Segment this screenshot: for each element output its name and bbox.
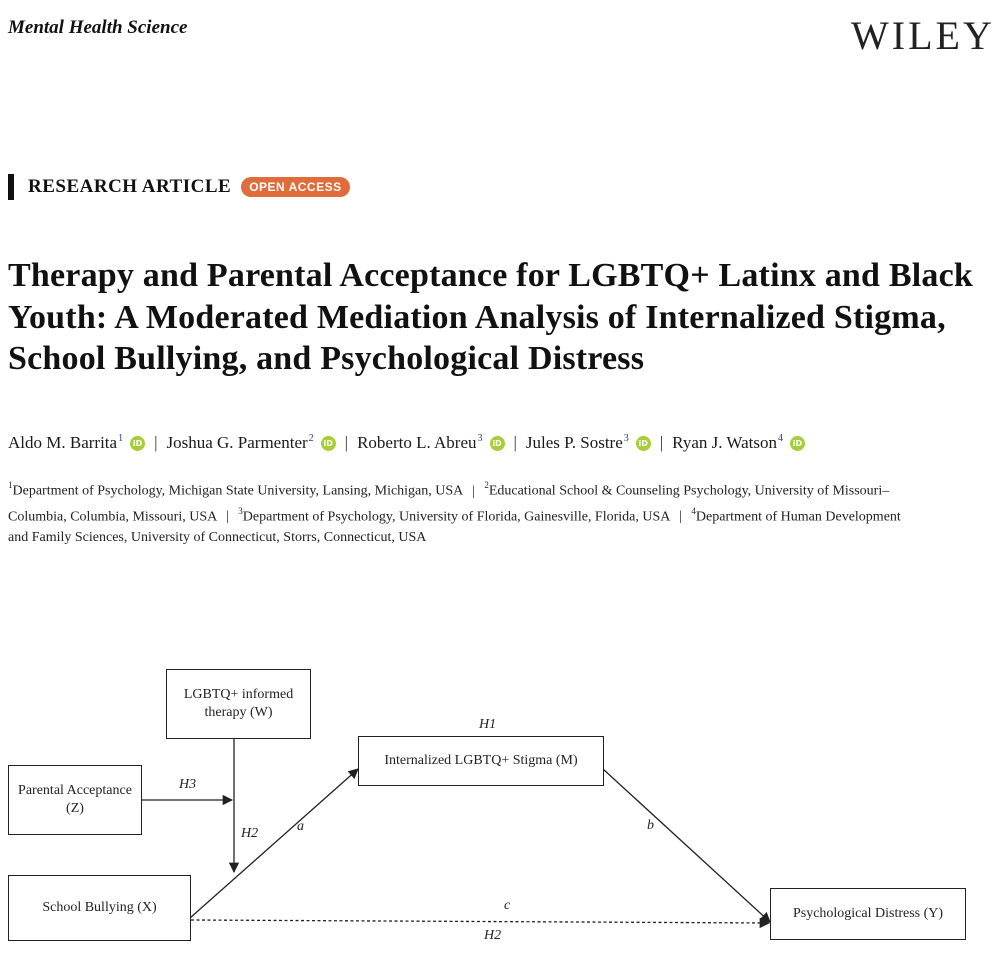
author-separator: |	[344, 433, 349, 452]
orcid-icon[interactable]: iD	[636, 436, 651, 451]
label-h2-moderation: H2	[241, 826, 259, 841]
label-a: a	[297, 819, 304, 834]
label-h1: H1	[479, 717, 497, 732]
author-name[interactable]: Jules P. Sostre	[525, 433, 623, 452]
author-name[interactable]: Ryan J. Watson	[672, 433, 777, 452]
psychological-distress-node	[770, 888, 966, 940]
affiliation-text: Educational School & Counseling Psychology, University of Missouri–	[488, 483, 890, 499]
author[interactable]	[8, 433, 145, 453]
label-h2-direct: H2	[484, 928, 502, 943]
affiliation-marker[interactable]: 3	[623, 432, 629, 444]
node-label: Parental Acceptance (Z)	[18, 783, 132, 816]
arrow-a-path	[190, 769, 358, 918]
author-list	[8, 433, 805, 453]
affiliation-text: Columbia, Columbia, Missouri, USA	[8, 509, 217, 525]
affiliation-marker[interactable]: 2	[308, 432, 314, 444]
author-name[interactable]: Joshua G. Parmenter	[166, 433, 308, 452]
orcid-icon[interactable]: iD	[321, 436, 336, 451]
affiliation-number: 3	[238, 505, 243, 516]
author-name[interactable]: Aldo M. Barrita	[8, 433, 118, 452]
affiliation-text: Department of Psychology, Michigan State University, Lansing, Michigan, USA	[12, 483, 463, 499]
node-label: Psychological Distress (Y)	[792, 906, 944, 921]
author[interactable]	[526, 433, 651, 453]
author-separator: |	[154, 433, 158, 452]
orcid-icon[interactable]: iD	[130, 436, 145, 451]
author-separator: |	[513, 433, 517, 452]
open-access-badge: OPEN ACCESS	[241, 177, 349, 197]
parental-acceptance-node	[8, 765, 142, 835]
article-type-row	[8, 174, 350, 200]
label-b: b	[647, 818, 654, 833]
article-title: Therapy and Parental Acceptance for LGBTQ+ Latinx and Black Youth: A Moderated Mediation Analysis of Internalized Stigma, School Bullying, and Psychological Distress	[8, 257, 973, 377]
conceptual-model-diagram	[0, 650, 977, 978]
author[interactable]	[672, 433, 805, 453]
author[interactable]	[357, 433, 504, 453]
journal-name: Mental Health Science	[8, 17, 188, 38]
affiliation-line	[8, 502, 1008, 528]
label-c: c	[504, 898, 511, 913]
orcid-icon[interactable]: iD	[490, 436, 505, 451]
affiliation-marker[interactable]: 1	[118, 432, 124, 444]
affiliation-separator: |	[679, 509, 682, 525]
node-label: LGBTQ+ informed therapy (W)	[183, 687, 294, 720]
orcid-icon[interactable]: iD	[790, 436, 805, 451]
arrow-b-path	[603, 769, 770, 922]
affiliation-number: 1	[8, 480, 13, 490]
author-separator: |	[659, 433, 664, 452]
stigma-node	[358, 736, 604, 786]
affiliation-separator: |	[472, 483, 475, 499]
author-name[interactable]: Roberto L. Abreu	[357, 433, 477, 452]
node-label: Internalized LGBTQ+ Stigma (M)	[384, 753, 578, 768]
affiliation-line	[8, 476, 1008, 502]
therapy-node	[166, 669, 311, 739]
affiliations	[8, 476, 1008, 548]
article-type-bar	[8, 174, 14, 200]
article-type: RESEARCH ARTICLE	[28, 176, 232, 197]
affiliation-number: 2	[484, 480, 489, 490]
affiliation-marker[interactable]: 3	[477, 432, 483, 444]
publisher-logo[interactable]: WILEY	[851, 13, 995, 58]
affiliation-line	[8, 527, 1008, 548]
affiliation-text: Department of Psychology, University of Florida, Gainesville, Florida, USA	[242, 509, 670, 525]
affiliation-text: Department of Human Development	[695, 509, 901, 525]
affiliation-number: 4	[691, 505, 696, 516]
node-label: School Bullying (X)	[42, 900, 157, 915]
affiliation-marker[interactable]: 4	[778, 432, 783, 444]
school-bullying-node	[8, 875, 191, 941]
label-h3: H3	[179, 777, 197, 792]
arrow-c-path	[191, 920, 769, 923]
author[interactable]	[166, 433, 335, 453]
affiliation-separator: |	[225, 509, 229, 525]
affiliation-text: and Family Sciences, University of Connecticut, Storrs, Connecticut, USA	[8, 530, 427, 546]
